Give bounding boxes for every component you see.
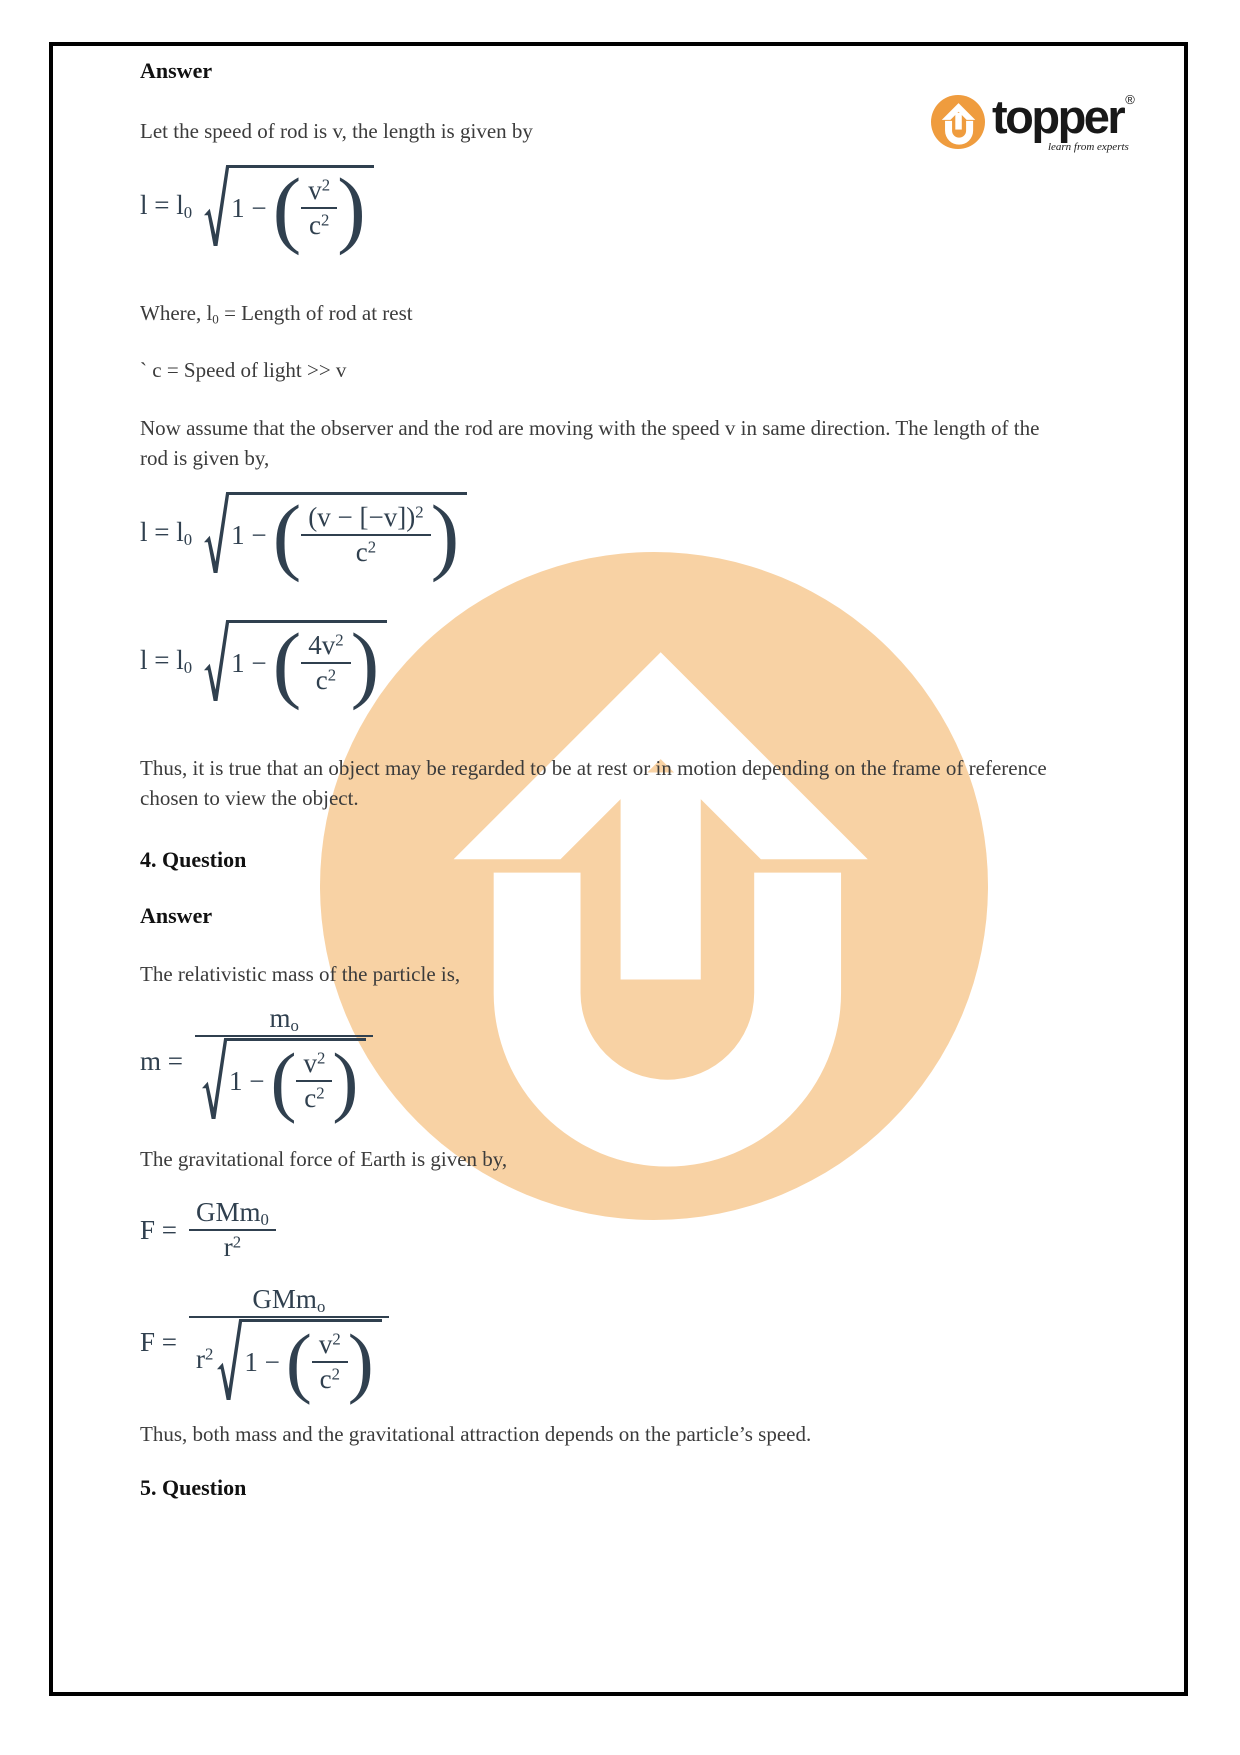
outer-fraction — [195, 1002, 373, 1125]
formula-gravity — [140, 1196, 276, 1264]
where-post: = Length of rod at rest — [218, 301, 413, 325]
formula-lhs — [140, 645, 192, 676]
subscript-o: o — [290, 1016, 299, 1036]
var-l0: l — [176, 190, 184, 221]
radical-sign-icon — [204, 492, 229, 573]
exponent: 2 — [232, 1232, 242, 1252]
thus-paragraph-1: Thus, it is true that an object may be regarded to be at rest or in motion depending on the frame of reference chosen to view the object. — [140, 756, 1047, 810]
denominator: c — [315, 665, 328, 696]
formula-4v2 — [140, 615, 387, 712]
denominator: r — [223, 1232, 233, 1263]
subscript-0: 0 — [183, 203, 193, 223]
square-root: 1 − ( $\frac{4v^2}{c^2}$ ) — [204, 620, 387, 701]
registered-mark: ® — [1125, 92, 1135, 107]
var-F: F — [140, 1214, 156, 1245]
radical-sign-icon — [204, 165, 229, 246]
numerator: v — [318, 1329, 333, 1360]
answer-heading-1: Answer — [140, 58, 213, 83]
numerator: GMm — [196, 1197, 261, 1227]
inner-fraction — [312, 1328, 348, 1396]
one-minus: 1 − — [231, 192, 267, 223]
var-l: l — [140, 645, 148, 676]
numerator-m: m — [269, 1003, 291, 1033]
equals-sign: = — [154, 190, 170, 221]
equals-sign: = — [154, 517, 170, 548]
equals-sign: = — [161, 1214, 178, 1245]
var-m: m — [140, 1045, 162, 1076]
subscript-o: o — [316, 1297, 326, 1317]
square-root: 1 − ( $\frac{v^2}{c^2}$ ) — [217, 1319, 381, 1400]
square-root: 1 − ( $\frac{v^2}{c^2}$ ) — [204, 165, 374, 246]
question-5-heading: 5. Question — [140, 1475, 247, 1500]
exponent: 2 — [205, 1344, 214, 1364]
relativistic-mass-line: The relativistic mass of the particle is, — [140, 962, 461, 986]
denominator: c — [304, 1083, 317, 1114]
numerator: v — [303, 1048, 317, 1079]
exponent: 2 — [321, 175, 331, 195]
fraction — [301, 501, 430, 569]
var-F: F — [140, 1326, 156, 1357]
numerator: 4v — [308, 630, 336, 660]
topper-logo — [931, 90, 1135, 153]
one-minus: 1 − — [244, 1346, 280, 1377]
numerator: GMm — [252, 1284, 317, 1314]
where-line — [140, 298, 1080, 328]
answer-heading-2: Answer — [140, 903, 213, 928]
radical-sign-icon — [204, 620, 229, 701]
var-l: l — [140, 190, 148, 221]
equals-sign: = — [167, 1045, 183, 1076]
gravitational-force-line: The gravitational force of Earth is given by, — [140, 1147, 508, 1171]
subscript-0: 0 — [183, 658, 193, 678]
numerator: (v − [−v]) — [308, 502, 416, 532]
var-l0: l — [176, 645, 184, 676]
radical-sign-icon — [217, 1319, 242, 1400]
thus-paragraph-2: Thus, both mass and the gravitational attraction depends on the particle’s speed. — [140, 1422, 812, 1446]
formula-lhs — [140, 1046, 183, 1077]
fraction-v2-c2 — [301, 174, 337, 242]
assume-paragraph: Now assume that the observer and the rod are moving with the speed v in same direction. The length of the rod is given by, — [140, 416, 1040, 470]
brand-name: topper — [992, 90, 1124, 143]
square-root: 1 − ( $\frac{(v - [-v])^2}{c^2}$ ) — [204, 492, 467, 573]
exponent: 2 — [367, 537, 377, 557]
where-pre: Where, l — [140, 301, 213, 325]
one-minus: 1 − — [231, 519, 267, 550]
brand-tagline: learn from experts — [1047, 140, 1129, 153]
one-minus: 1 − — [231, 647, 267, 678]
subscript-0: 0 — [212, 311, 219, 327]
question-4-heading: 4. Question — [140, 847, 247, 872]
denominator: c — [309, 210, 321, 241]
denominator: c — [355, 537, 368, 568]
exponent: 2 — [321, 210, 330, 230]
formula-lhs — [140, 190, 192, 221]
formula-gravity-relativistic — [140, 1283, 389, 1406]
topper-monogram-icon — [931, 95, 985, 149]
exponent: 2 — [316, 1083, 325, 1103]
exponent: 2 — [415, 502, 424, 522]
numerator: v — [308, 175, 322, 205]
formula-lhs — [140, 1327, 177, 1358]
exponent: 2 — [335, 630, 344, 650]
formula-length-contraction — [140, 160, 374, 257]
fraction — [189, 1196, 276, 1264]
formula-lhs — [140, 517, 192, 548]
denominator: c — [319, 1364, 332, 1395]
var-l0: l — [176, 517, 184, 548]
exponent: 2 — [331, 1364, 340, 1384]
c-definition-line: ` c = Speed of light >> v — [140, 358, 347, 382]
var-l: l — [140, 517, 148, 548]
subscript-0: 0 — [183, 530, 193, 550]
fraction — [301, 629, 350, 697]
outer-fraction — [189, 1283, 389, 1406]
formula-relativistic-mass — [140, 1002, 373, 1125]
exponent: 2 — [327, 665, 337, 685]
exponent: 2 — [316, 1048, 326, 1068]
exponent: 2 — [332, 1329, 341, 1349]
var-r: r — [196, 1344, 206, 1375]
equals-sign: = — [161, 1326, 178, 1357]
formula-lhs — [140, 1215, 177, 1246]
equals-sign: = — [154, 645, 170, 676]
radical-sign-icon — [202, 1038, 227, 1119]
inner-fraction — [296, 1047, 332, 1115]
lead-sentence: Let the speed of rod is v, the length is given by — [140, 119, 533, 143]
one-minus: 1 − — [229, 1065, 265, 1096]
formula-relative-velocity — [140, 487, 467, 584]
square-root: 1 − ( $\frac{v^2}{c^2}$ ) — [202, 1038, 366, 1119]
subscript-0: 0 — [260, 1210, 269, 1230]
